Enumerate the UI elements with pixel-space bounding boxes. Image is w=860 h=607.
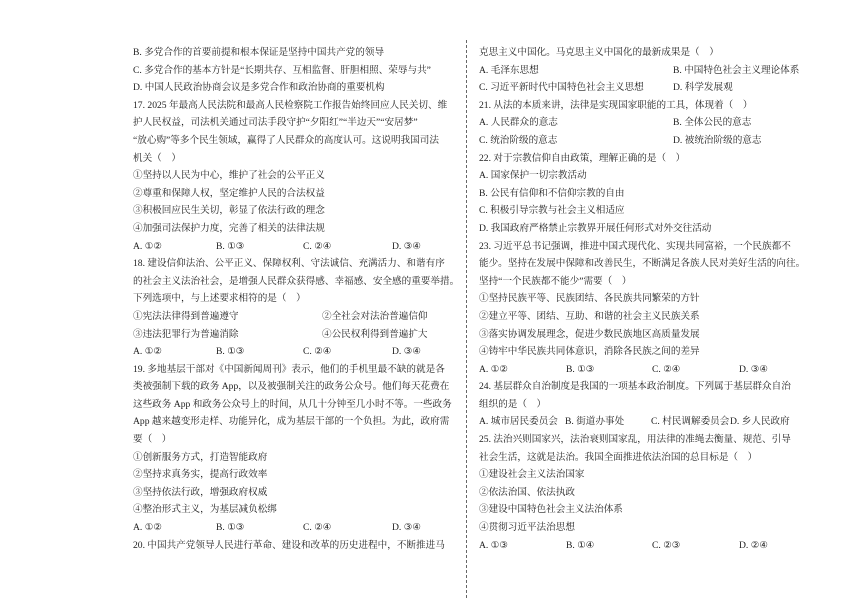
q23-stem-line: 能少。坚持在发展中保障和改善民生，不断满足各族人民对美好生活的向往。 xyxy=(479,258,806,270)
q18-stem-line: 的社会主义法治社会，是增强人民群众获得感、幸福感、安全感的重要举措。 xyxy=(133,275,460,287)
q19-option-c: C. ②④ xyxy=(303,522,332,534)
q19-stem-line: App 越来越变形走样、功能异化，成为基层干部的一个负担。为此，政府需 xyxy=(133,416,450,428)
q23-stem-line: 坚持“一个民族都不能少”需要（ ） xyxy=(479,275,632,287)
q16-option-b: B. 多党合作的首要前提和根本保证是坚持中国共产党的领导 xyxy=(133,47,385,58)
q18-stem-line: 18. 建设信仰法治、公平正义、保障权利、守法诚信、充满活力、和谐有序 xyxy=(133,258,445,270)
q18-statement: ③违法犯罪行为普遍消除 xyxy=(133,328,239,340)
q23-statement: ③落实协调发展理念，促进少数民族地区高质量发展 xyxy=(479,328,700,340)
q16-option-c: C. 多党合作的基本方针是“长期共存、互相监督、肝胆相照、荣辱与共” xyxy=(133,64,431,76)
q18-option-d: D. ③④ xyxy=(392,346,421,358)
q24-option-c: C. 村民调解委员会 xyxy=(651,416,730,428)
q20-option-b: B. 中国特色社会主义理论体系 xyxy=(673,64,800,76)
q20-options-row xyxy=(479,62,824,80)
q17-stem-line: “放心购”等多个民生领域，赢得了人民群众的高度认可。这说明我国司法 xyxy=(133,134,439,146)
q23-statement: ④铸牢中华民族共同体意识，消除各民族之间的差异 xyxy=(479,346,700,358)
q24-option-d: D. 乡人民政府 xyxy=(730,416,790,428)
q18-stem-line: 下列选项中，与上述要求相符的是（ ） xyxy=(133,293,306,305)
q19-statement: ③坚持依法行政，增强政府权威 xyxy=(133,486,268,498)
q22-option-a: A. 国家保护一切宗教活动 xyxy=(479,170,587,182)
q25-option-d: D. ②④ xyxy=(739,539,768,551)
q17-statement: ①坚持以人民为中心，维护了社会的公平正义 xyxy=(133,170,325,182)
q24-option-a: A. 城市居民委员会 xyxy=(479,416,558,428)
q21-option-c: C. 统治阶级的意志 xyxy=(479,134,558,146)
q21-option-b: B. 全体公民的意志 xyxy=(673,117,752,129)
q20-option-c: C. 习近平新时代中国特色社会主义思想 xyxy=(479,82,644,94)
q18-option-c: C. ②④ xyxy=(303,346,332,358)
q17-statement: ②尊重和保障人权，坚定维护人民的合法权益 xyxy=(133,187,325,199)
q23-stem-line: 23. 习近平总书记强调，推进中国式现代化、实现共同富裕，一个民族都不 xyxy=(479,240,791,252)
q23-options-row xyxy=(479,361,824,379)
q23-option-c: C. ②④ xyxy=(652,363,681,375)
q17-option-c: C. ②④ xyxy=(303,240,332,252)
q25-option-c: C. ②③ xyxy=(652,539,681,551)
q18-option-a: A. ①② xyxy=(133,346,162,358)
q22-stem-line: 22. 对于宗教信仰自由政策，理解正确的是（ ） xyxy=(479,152,686,164)
q22-option-b: B. 公民有信仰和不信仰宗教的自由 xyxy=(479,187,625,199)
q18-option-b: B. ①③ xyxy=(216,346,245,358)
q17-stem-line: 17. 2025 年最高人民法院和最高人民检察院工作报告始终回应人民关切、维 xyxy=(133,99,448,111)
q24-stem-line: 组织的是（ ） xyxy=(479,398,547,410)
q17-option-b: B. ①③ xyxy=(216,240,245,252)
q19-stem-line: 19. 多地基层干部对《中国新闻周刊》表示，他们的手机里最不缺的就是各 xyxy=(133,363,445,375)
q25-stem-line: 25. 法治兴则国家兴，法治衰则国家乱，用法律的准绳去衡量、规范、引导 xyxy=(479,434,791,446)
q20-stem-line: 20. 中国共产党领导人民进行革命、建设和改革的历史进程中，不断推进马 xyxy=(133,539,445,551)
q24-options-row xyxy=(479,413,824,431)
q17-stem-line: 护人民权益，司法机关通过司法手段守护“夕阳红”“半边天”“安居梦” xyxy=(133,117,418,129)
q17-option-d: D. ③④ xyxy=(392,240,421,252)
q20-option-a: A. 毛泽东思想 xyxy=(479,64,539,76)
q19-statement: ②坚持求真务实，提高行政效率 xyxy=(133,469,268,481)
q21-options-row xyxy=(479,132,824,150)
q25-stem-line: 社会生活，这就是法治。我国全面推进依法治国的总目标是（ ） xyxy=(479,451,758,463)
q18-options-row xyxy=(133,343,463,361)
q21-option-a: A. 人民群众的意志 xyxy=(479,117,558,129)
q23-option-b: B. ①③ xyxy=(566,363,595,375)
right-column xyxy=(479,44,824,554)
q17-statement: ④加强司法保护力度，完善了相关的法律法规 xyxy=(133,222,325,234)
q20-stem-line: 克思主义中国化。马克思主义中国化的最新成果是（ ） xyxy=(479,47,719,58)
q25-statement: ①建设社会主义法治国家 xyxy=(479,469,585,481)
q18-statement: ②全社会对法治普遍信仰 xyxy=(322,310,428,322)
q25-option-a: A. ①③ xyxy=(479,539,508,551)
q19-option-b: B. ①③ xyxy=(216,522,245,534)
q19-stem-line: 要（ ） xyxy=(133,434,172,446)
q17-statement: ③积极回应民生关切，彰显了依法行政的理念 xyxy=(133,205,325,217)
q17-stem-line: 机关（ ） xyxy=(133,152,181,164)
q22-option-c: C. 积极引导宗教与社会主义相适应 xyxy=(479,205,625,217)
q24-stem-line: 24. 基层群众自治制度是我国的一项基本政治制度。下列属于基层群众自治 xyxy=(479,381,791,393)
q25-statement: ④贯彻习近平法治思想 xyxy=(479,522,575,534)
q18-statement: ①宪法法律得到普遍遵守 xyxy=(133,310,239,322)
q25-options-row xyxy=(479,537,824,555)
q21-options-row xyxy=(479,114,824,132)
q19-statement: ①创新服务方式，打造智能政府 xyxy=(133,451,268,463)
q25-statement: ②依法治国、依法执政 xyxy=(479,486,575,498)
q21-option-d: D. 被统治阶级的意志 xyxy=(673,134,762,146)
q17-option-a: A. ①② xyxy=(133,240,162,252)
q18-statements-row xyxy=(133,308,463,326)
q23-option-a: A. ①② xyxy=(479,363,508,375)
q19-options-row xyxy=(133,519,463,537)
q18-statement: ④公民权利得到普遍扩大 xyxy=(322,328,428,340)
q22-option-d: D. 我国政府严格禁止宗教界开展任何形式对外交往活动 xyxy=(479,222,712,234)
left-column xyxy=(133,44,463,554)
q20-option-d: D. 科学发展观 xyxy=(673,82,733,94)
q25-statement: ③建设中国特色社会主义法治体系 xyxy=(479,504,623,516)
q19-stem-line: 类被强制下载的政务 App，以及被强制关注的政务公众号。他们每天花费在 xyxy=(133,381,450,393)
q23-statement: ①坚持民族平等、民族团结、各民族共同繁荣的方针 xyxy=(479,293,700,305)
q25-option-b: B. ①④ xyxy=(566,539,595,551)
q16-option-d: D. 中国人民政治协商会议是多党合作和政治协商的重要机构 xyxy=(133,82,385,94)
q21-stem-line: 21. 从法的本质来讲，法律是实现国家职能的工具，体现着（ ） xyxy=(479,99,753,111)
q19-option-a: A. ①② xyxy=(133,522,162,534)
q18-statements-row xyxy=(133,326,463,344)
q23-statement: ②建立平等、团结、互助、和谐的社会主义民族关系 xyxy=(479,310,700,322)
q19-stem-line: 这些政务 App 和政务公众号上的时间，从几十分钟至几小时不等。一些政务 xyxy=(133,398,452,410)
q19-option-d: D. ③④ xyxy=(392,522,421,534)
q24-option-b: B. 街道办事处 xyxy=(565,416,625,428)
q17-options-row xyxy=(133,238,463,256)
q23-option-d: D. ③④ xyxy=(739,363,768,375)
q20-options-row xyxy=(479,79,824,97)
column-divider xyxy=(466,40,467,598)
q19-statement: ④整治形式主义，为基层减负松绑 xyxy=(133,504,277,516)
